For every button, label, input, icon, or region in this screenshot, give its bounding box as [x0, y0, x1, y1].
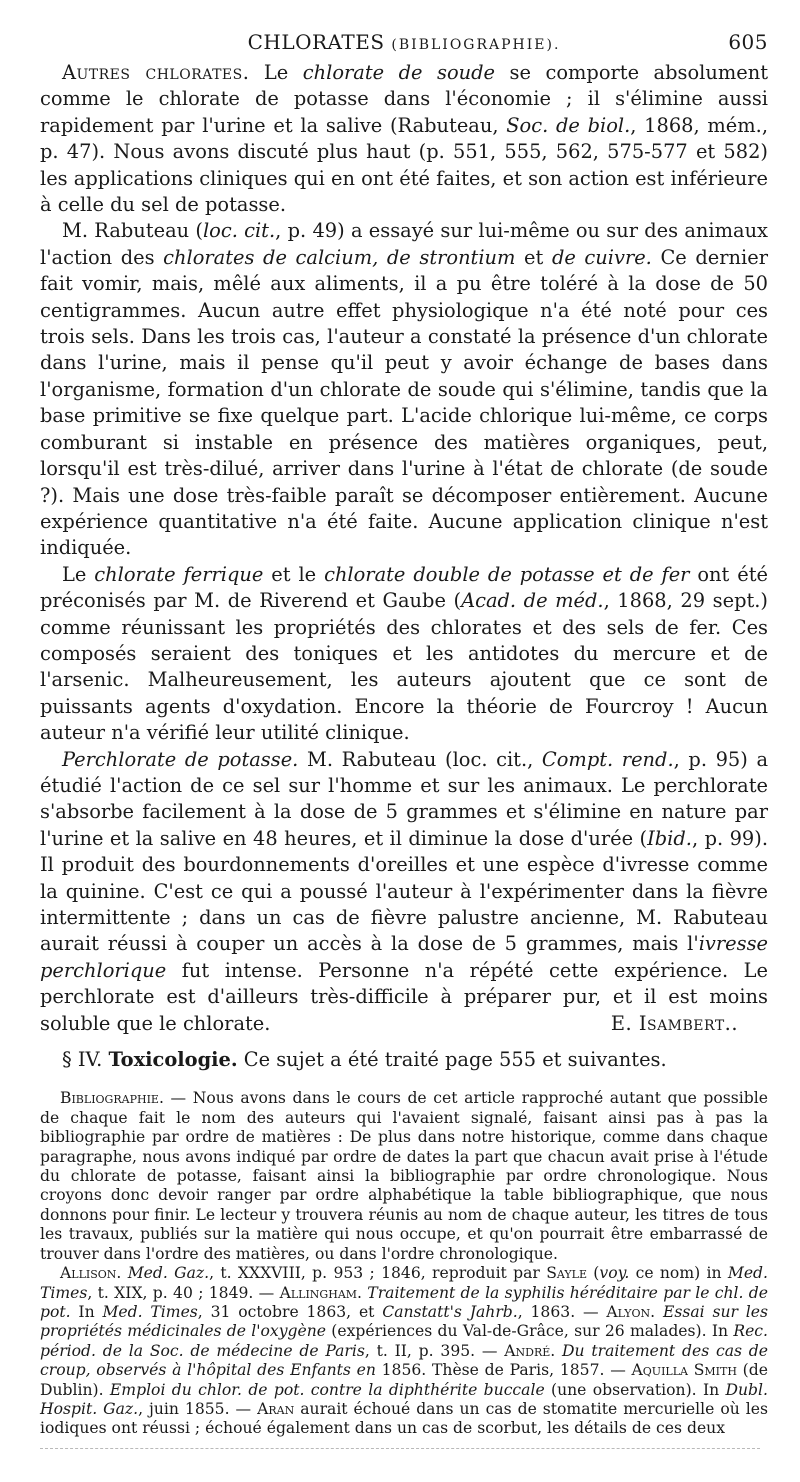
- text-run: , juin 1855. —: [138, 1399, 258, 1418]
- italic-run: Traitement de la syphilis héréditaire par le chl. de pot.: [40, 1283, 768, 1321]
- text-run: (expériences du Val-de-Grâce, sur 26 malades). In: [326, 1322, 734, 1341]
- paragraph-rabuteau: [40, 218, 768, 561]
- italic-run: chlorate ferrique: [94, 562, 264, 586]
- text-run: , 1868, mém., p. 47). Nous avons discuté plus haut (p. 551, 555, 562, 575-577 et 582) les applications cliniques qui en ont été faites, et son action est inférieure à celle du sel de potasse.: [40, 113, 768, 217]
- italic-run: Essai sur les propriétés médicinales de l'oxygène: [40, 1302, 768, 1341]
- italic-run: Perchlorate de potasse.: [62, 747, 299, 771]
- italic-run: Med. Times: [40, 1264, 768, 1302]
- text-run: ce nom) in: [629, 1264, 728, 1283]
- italic-run: Soc. de biol.: [506, 113, 631, 137]
- bibliography-intro: [40, 1089, 768, 1264]
- italic-run: Du traitement des cas de croup, observés à l'hôpital des Enfants en: [40, 1341, 768, 1380]
- text-run: 1856. Thèse de Paris, 1857. —: [375, 1361, 632, 1380]
- text-run: , p. 95) a étudié l'action de ce sel sur l'homme et sur les animaux. Le perchlorate s'absorbe facilement à la dose de 5 grammes et s'élimine en nature par l'urine et la salive en 48 heures, et il diminue la dose d'urée (: [40, 747, 769, 850]
- bibliography: [40, 1089, 768, 1438]
- text-run: (de Dublin).: [40, 1361, 768, 1399]
- text-run: et: [515, 245, 552, 269]
- text-run: [655, 1303, 663, 1321]
- paragraph-lead: Autres chlorates.: [62, 61, 250, 84]
- italic-run: Compt. rend.: [541, 747, 674, 771]
- text-run: , t. XXXVIII, p. 953 ; 1846, reproduit par: [209, 1264, 547, 1283]
- italic-run: Dubl. Hospit. Gaz.: [40, 1380, 768, 1418]
- author-signature: E. Isambert..: [610, 1012, 738, 1036]
- italic-run: Med. Times: [102, 1302, 198, 1321]
- author-name: Allingham.: [279, 1283, 362, 1302]
- running-title: [40, 30, 768, 54]
- header-subtitle: (BIBLIOGRAPHIE).: [391, 37, 561, 53]
- text-run: , t. II, p. 395. —: [364, 1341, 505, 1360]
- italic-run: de cuivre.: [551, 245, 652, 269]
- paragraph-autres-chlorates: [40, 60, 768, 218]
- section-toxicologie: [40, 1047, 768, 1073]
- paragraph-chlorate-ferrique: [40, 562, 768, 747]
- text-run: M. Rabuteau (loc. cit.,: [298, 747, 542, 771]
- text-run: , 31 octobre 1863, et: [197, 1302, 383, 1321]
- italic-run: chlorates de calcium, de strontium: [163, 245, 516, 269]
- header-title: CHLORATES: [247, 30, 385, 54]
- section-number: § IV.: [62, 1048, 103, 1072]
- paragraph-perchlorate: [40, 747, 768, 1037]
- running-header: [40, 26, 768, 60]
- text-run: — Nous avons dans le cours de cet article rapproché autant que possible de chaque fait le nom des auteurs qui l'avaient signalé, faisant ainsi pas à pas la bibliographie par ordre de matières : De plus dans notre historique, comme dans chaque paragraphe, nous avons indiqué par ordre de dates la part que chacun avait prise à l'étude du chlorate de potasse, faisant ainsi la bibliographie par ordre chronologique. Nous croyons donc devoir ranger par ordre alphabétique la table bibliographique, que nous donnons pour finir. Le lecteur y trouvera réunis au nom de chaque auteur, les titres de tous les travaux, publiés sur la matière qui nous occupe, et qu'on pourrait être embarrassé de trouver dans l'ordre des matières, ou dans l'ordre chronologique.: [40, 1089, 768, 1263]
- text-run: Le: [62, 562, 95, 586]
- text-run: , 1863. —: [517, 1302, 607, 1321]
- text-run: Le: [249, 61, 303, 84]
- italic-run: Acad. de méd.: [461, 589, 604, 613]
- main-text: [40, 60, 768, 1037]
- italic-run: chlorate de soude: [302, 61, 496, 84]
- text-run: , p. 49) a essayé sur lui-même ou sur des animaux l'action des: [40, 219, 768, 269]
- author-name: Aquilla Smith: [631, 1361, 737, 1380]
- author-name: Aran: [257, 1399, 295, 1418]
- bottom-rule: [40, 1448, 760, 1449]
- text-run: et le: [263, 562, 325, 586]
- text-run: , p. 99). Il produit des bourdonnements d'oreilles et une espèce d'ivresse comme la quinine. C'est ce qui a poussé l'auteur à l'expérimenter dans la fièvre intermittente ; dans un cas de fièvre palustre ancienne, M. Rabuteau aurait réussi à couper un accès à la dose de 5 grammes, mais l': [40, 826, 768, 956]
- italic-run: Rec. périod. de la Soc. de médecine de Paris: [40, 1322, 768, 1360]
- text-run: Ce dernier fait vomir, mais, mêlé aux aliments, il a pu être toléré à la dose de 50 centigrammes. Aucun autre effet physiologique n'a été noté pour ces trois sels. Dans les trois cas, l'auteur a constaté la présence d'un chlorate dans l'urine, mais il pense qu'il peut y avoir échange de bases dans l'organisme, formation d'un chlorate de soude qui s'élimine, tandis que la base primitive se fixe quelque part. L'acide chlorique lui-même, ce corps comburant si instable en présence des matières organiques, peut, lorsqu'il est très-dilué, arriver dans l'urine à l'état de chlorate (de soude ?). Mais une dose très-faible paraît se décomposer entièrement. Aucune expérience quantitative n'a été faite. Aucune application clinique n'est indiquée.: [40, 245, 768, 560]
- text-run: In: [70, 1302, 103, 1321]
- author-name: Allison.: [60, 1264, 122, 1283]
- italic-run: chlorate double de potasse et de fer: [324, 562, 690, 586]
- section-title: Toxicologie.: [108, 1048, 238, 1072]
- author-name: Alyon.: [606, 1302, 656, 1321]
- italic-run: ivresse perchlorique: [40, 932, 768, 982]
- italic-run: Med. Gaz.: [127, 1264, 210, 1283]
- author-name: André.: [504, 1341, 556, 1360]
- italic-run: Canstatt's Jahrb.: [382, 1302, 518, 1321]
- italic-run: loc. cit.: [202, 219, 276, 243]
- text-run: (une observation). In: [544, 1380, 726, 1399]
- text-run: (: [586, 1264, 600, 1283]
- text-run: , t. XIX, p. 40 ; 1849. —: [87, 1283, 280, 1302]
- bibliography-entries: [40, 1264, 768, 1439]
- italic-run: Emploi du chlor. de pot. contre la diphthérite buccale: [109, 1380, 545, 1399]
- text-run: se comporte absolument comme le chlorate de potasse dans l'économie ; il s'élimine aussi rapidement par l'urine et la salive (Rabuteau,: [40, 61, 768, 137]
- italic-run: voy.: [599, 1264, 630, 1283]
- text-run: fut intense. Personne n'a répété cette expérience. Le perchlorate est d'ailleurs très-difficile à préparer pur, et il est moins soluble que le chlorate.: [40, 958, 768, 1035]
- text-run: , 1868, 29 sept.) comme réunissant les propriétés des chlorates et des sels de fer. Ces composés seraient des toniques et les antidotes du mercure et de l'arsenic. Malheureusement, les auteurs ajoutent que ce sont de puissants agents d'oxydation. Encore la théorie de Fourcroy ! Aucun auteur n'a vérifié leur utilité clinique.: [40, 589, 768, 745]
- bibliography-lead: Bibliographie.: [60, 1089, 164, 1108]
- section-text: Ce sujet a été traité page 555 et suivantes.: [237, 1048, 667, 1072]
- text-run: ont été préconisés par M. de Riverend et Gaube (: [40, 562, 768, 613]
- text-run: aurait échoué dans un cas de stomatite mercurielle où les iodiques ont réussi ; échoué également dans un cas de scorbut, les détails de ces deux: [40, 1399, 768, 1438]
- page-number: 605: [728, 30, 768, 54]
- author-name: Sayle: [546, 1264, 587, 1283]
- text-run: M. Rabuteau (: [62, 219, 203, 243]
- italic-run: Ibid.: [647, 826, 692, 850]
